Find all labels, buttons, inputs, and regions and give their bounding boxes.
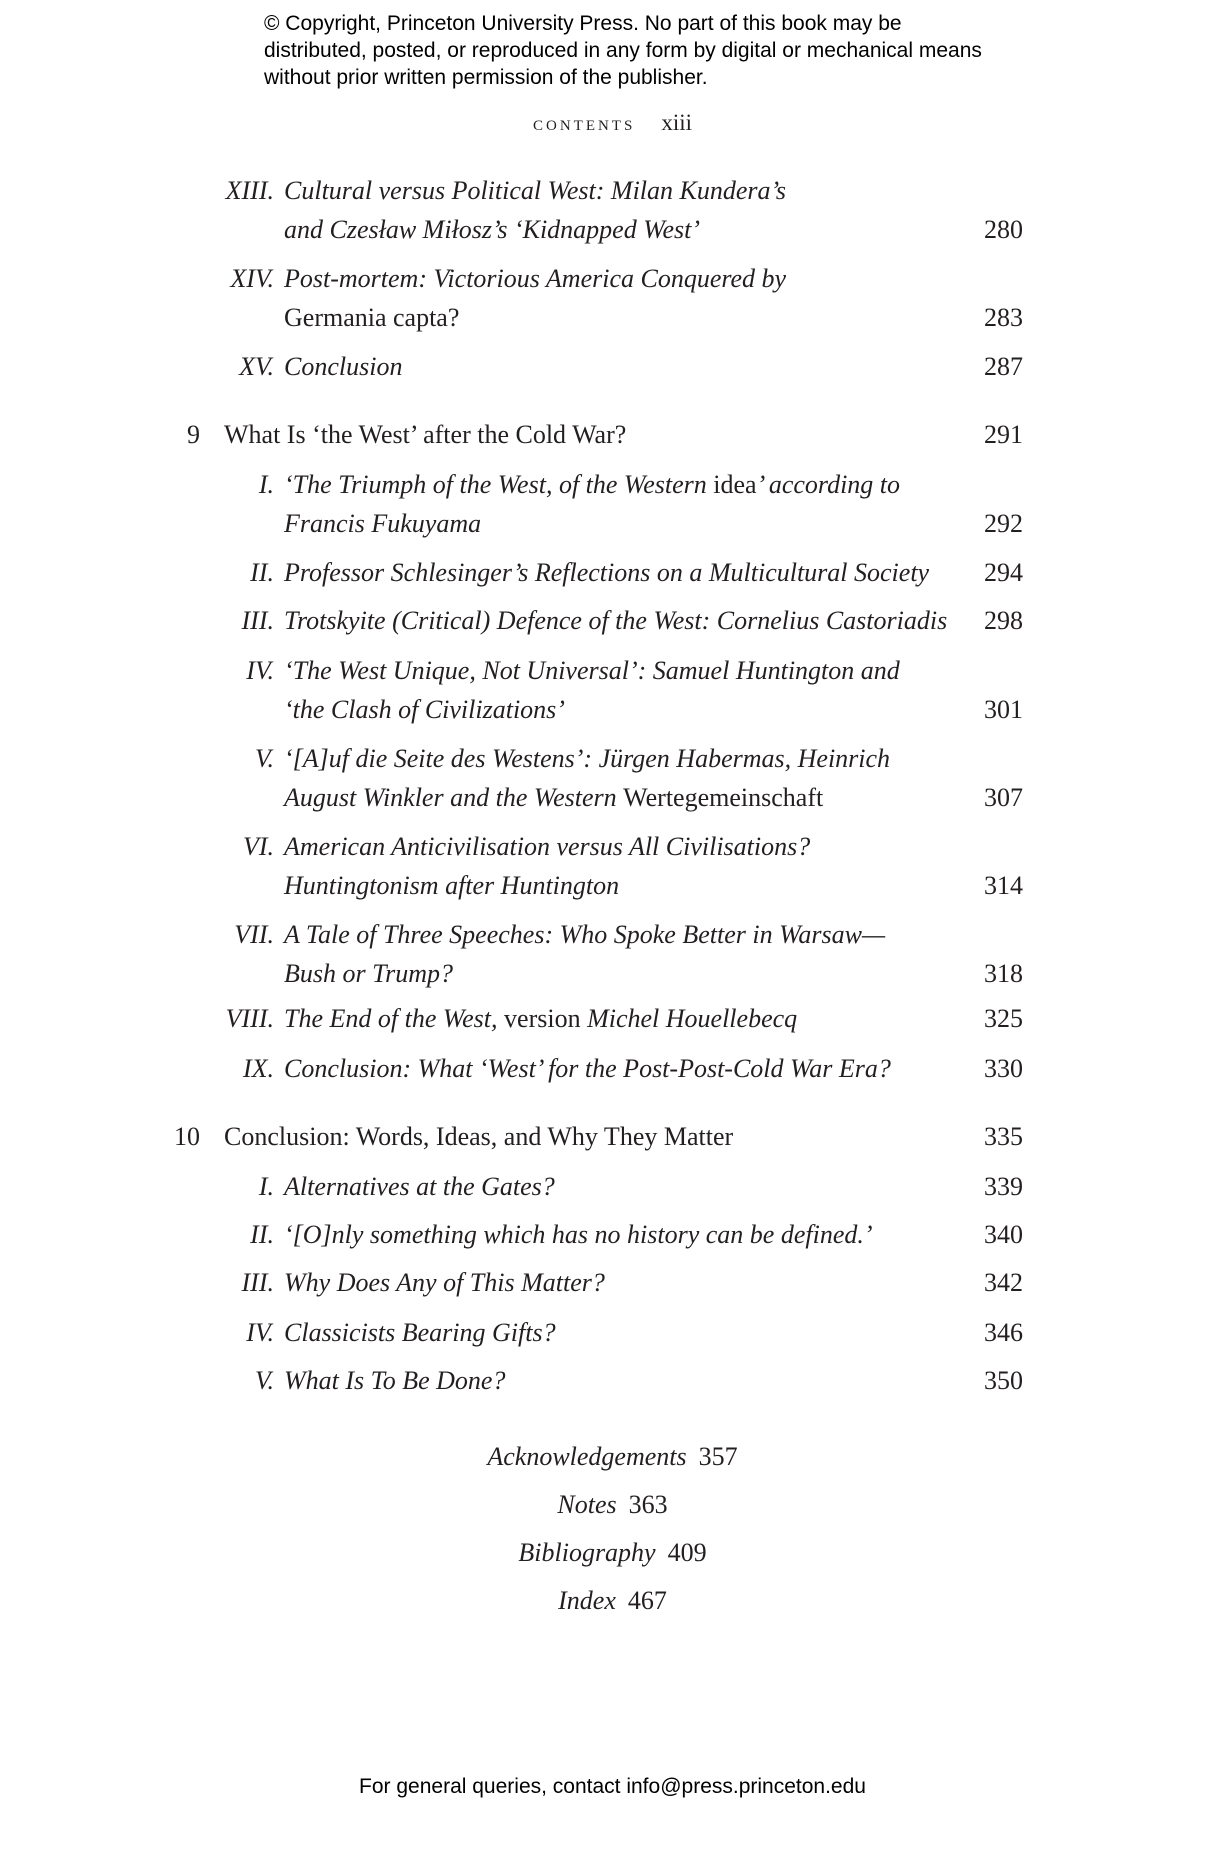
- page-number: 287: [984, 352, 1023, 381]
- page-number: 346: [984, 1318, 1023, 1347]
- page-number: 298: [984, 606, 1023, 635]
- back-matter-entry: [0, 1538, 1225, 1568]
- chapter-title: What Is ‘the West’ after the Cold War?: [224, 420, 627, 449]
- back-matter-entry: [0, 1490, 1225, 1520]
- page-number: 301: [984, 695, 1023, 724]
- section-title: ‘The West Unique, Not Universal’: Samuel Huntington and: [284, 656, 900, 685]
- section-title: ‘[A]uf die Seite des Westens’: Jürgen Habermas, Heinrich: [284, 744, 891, 773]
- section-title: ‘The Triumph of the West, of the Western idea’ according to: [284, 470, 901, 499]
- section-numeral: IV.: [246, 1318, 274, 1347]
- page-number: 467: [627, 1586, 667, 1615]
- section-numeral: IX.: [242, 1054, 274, 1083]
- back-matter-entry: [0, 1586, 1225, 1616]
- page-number: 340: [984, 1220, 1023, 1249]
- page-number: 292: [984, 509, 1023, 538]
- page-number: 357: [698, 1442, 738, 1471]
- section-numeral: XV.: [239, 352, 274, 381]
- footer-contact: For general queries, contact info@press.princeton.edu: [359, 1775, 866, 1798]
- section-title: Trotskyite (Critical) Defence of the West: Cornelius Castoriadis: [284, 606, 948, 635]
- page-number: 363: [628, 1490, 668, 1519]
- section-title: Conclusion: What ‘West’ for the Post-Post-Cold War Era?: [284, 1054, 891, 1083]
- section-numeral: III.: [241, 606, 274, 635]
- page-number: 335: [984, 1122, 1023, 1151]
- folio: xiii: [661, 110, 692, 135]
- section-title: and Czesław Miłosz’s ‘Kidnapped West’: [284, 215, 701, 244]
- section-title: Bush or Trump?: [284, 959, 454, 988]
- section-title: ‘[O]nly something which has no history can be defined.’: [284, 1220, 873, 1249]
- section-title: The End of the West, version Michel Houellebecq: [284, 1004, 798, 1033]
- section-numeral: I.: [258, 1172, 274, 1201]
- running-head: contents: [532, 111, 636, 135]
- copyright-notice: © Copyright, Princeton University Press. No part of this book may be distributed, posted, or reproduced in any form by digital or mechanical means without prior written permission of the publisher.: [264, 12, 982, 89]
- section-title: ‘the Clash of Civilizations’: [284, 695, 565, 724]
- section-title: What Is To Be Done?: [284, 1366, 506, 1395]
- section-numeral: I.: [258, 470, 274, 499]
- chapter-number: 9: [187, 420, 200, 449]
- page-number: 280: [984, 215, 1023, 244]
- running-header: [0, 110, 1225, 136]
- section-title: Cultural versus Political West: Milan Kundera’s: [284, 176, 786, 205]
- section-title: Why Does Any of This Matter?: [284, 1268, 605, 1297]
- section-title: Alternatives at the Gates?: [284, 1172, 555, 1201]
- page-number: 307: [984, 783, 1023, 812]
- back-matter-label: Bibliography: [518, 1538, 656, 1567]
- section-numeral: II.: [250, 558, 274, 587]
- section-numeral: XIII.: [225, 176, 274, 205]
- section-title: Germania capta?: [284, 303, 460, 332]
- back-matter-label: Acknowledgements: [487, 1442, 687, 1471]
- back-matter-label: Index: [558, 1586, 616, 1615]
- page-number: 283: [984, 303, 1023, 332]
- section-numeral: VII.: [234, 920, 274, 949]
- chapter-number: 10: [174, 1122, 200, 1151]
- page-number: 294: [984, 558, 1023, 587]
- section-numeral: XIV.: [230, 264, 274, 293]
- section-title: Professor Schlesinger’s Reflections on a Multicultural Society: [284, 558, 930, 587]
- back-matter-label: Notes: [557, 1490, 617, 1519]
- page-number: 330: [984, 1054, 1023, 1083]
- section-title: Huntingtonism after Huntington: [284, 871, 620, 900]
- page-number: 291: [984, 420, 1023, 449]
- section-numeral: VIII.: [225, 1004, 274, 1033]
- section-numeral: IV.: [246, 656, 274, 685]
- page-number: 350: [984, 1366, 1023, 1395]
- section-numeral: V.: [254, 1366, 274, 1395]
- section-title: Post-mortem: Victorious America Conquered by: [284, 264, 787, 293]
- section-numeral: V.: [254, 744, 274, 773]
- chapter-title: Conclusion: Words, Ideas, and Why They Matter: [224, 1122, 734, 1151]
- section-numeral: VI.: [242, 832, 274, 861]
- section-title: Classicists Bearing Gifts?: [284, 1318, 556, 1347]
- section-title: A Tale of Three Speeches: Who Spoke Better in Warsaw—: [284, 920, 886, 949]
- section-title: American Anticivilisation versus All Civilisations?: [284, 832, 811, 861]
- section-numeral: II.: [250, 1220, 274, 1249]
- section-title: Conclusion: [284, 352, 403, 381]
- page-number: 409: [667, 1538, 707, 1567]
- page-number: 325: [984, 1004, 1023, 1033]
- section-numeral: III.: [241, 1268, 274, 1297]
- section-title: Francis Fukuyama: [284, 509, 482, 538]
- page-number: 339: [984, 1172, 1023, 1201]
- page-number: 342: [984, 1268, 1023, 1297]
- section-title: August Winkler and the Western Wertegemeinschaft: [284, 783, 824, 812]
- back-matter-entry: [0, 1442, 1225, 1472]
- page-number: 318: [984, 959, 1023, 988]
- page-number: 314: [984, 871, 1023, 900]
